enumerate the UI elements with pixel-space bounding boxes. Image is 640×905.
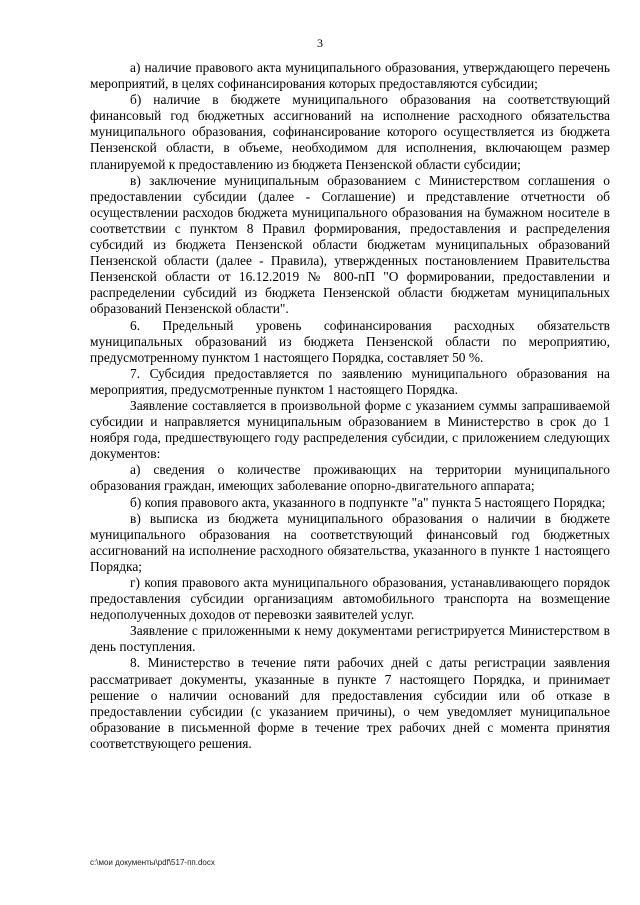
paragraph-5c: в) заключение муниципальным образованием с Министерством соглашения о предоставлении субсидии (далее - Соглашение) и представление отчетности об осуществлении расходов бюджета муниципального образования на бумажном носителе в соответствии с пунктом 8 Правил формирования, предоставления и распределения субсидий из бюджета Пензенской области бюджетам муниципальных образований Пензенской области (далее - Правила), утвержденных постановлением Правительства Пензенской области от 16.12.2019 № 800-пП "О формировании, предоставлении и распределении субсидий из бюджета Пензенской области бюджетам муниципальных образований Пензенской области". — [90, 172, 610, 317]
paragraph-7: 7. Субсидия предоставляется по заявлению муниципального образования на мероприятия, предусмотренные пунктом 1 настоящего Порядка. — [90, 365, 610, 397]
paragraph-5a: а) наличие правового акта муниципального образования, утверждающего перечень мероприятий, в целях софинансирования которых предоставляются субсидии; — [90, 60, 610, 92]
paragraph-6: 6. Предельный уровень софинансирования расходных обязательств муниципальных образований из бюджета Пензенской области по мероприятию, предусмотренному пунктом 1 настоящего Порядка, составляет 50 %. — [90, 317, 610, 365]
paragraph-5b: б) наличие в бюджете муниципального образования на соответствующий финансовый год бюджетных ассигнований на исполнение расходного обязательства муниципального образования, софинансирование которого осуществляется из бюджета Пензенской области, в объеме, необходимом для исполнения, включающем размер планируемой к предоставлению из бюджета Пензенской области субсидии; — [90, 92, 610, 172]
paragraph-7-application: Заявление составляется в произвольной форме с указанием суммы запрашиваемой субсидии и направляется муниципальным образованием в Министерство в срок до 1 ноября года, предшествующего году распределения субсидии, с приложением следующих документов: — [90, 397, 610, 462]
page-number: 3 — [317, 36, 323, 50]
paragraph-7b: б) копия правового акта, указанного в подпункте "а" пункта 5 настоящего Порядка; — [130, 494, 606, 510]
paragraph-7-registration: Заявление с приложенными к нему документами регистрируется Министерством в день поступления. — [90, 623, 610, 655]
paragraph-7d: г) копия правового акта муниципального образования, устанавливающего порядок предоставления субсидии организациям автомобильного транспорта на возмещение недополученных доходов от перевозки заявителей услуг. — [90, 575, 610, 623]
footer-file-path: c:\мои документы\pdf\517-пп.docx — [90, 858, 215, 867]
paragraph-7a: а) сведения о количестве проживающих на территории муниципального образования граждан, имеющих заболевание опорно-двигательного аппарата; — [90, 462, 610, 494]
document-body — [90, 60, 610, 752]
paragraph-8: 8. Министерство в течение пяти рабочих дней с даты регистрации заявления рассматривает документы, указанные в пункте 7 настоящего Порядка, и принимает решение о наличии оснований для предоставления субсидии или об отказе в предоставлении субсидии (с указанием причины), о чем уведомляет муниципальное образование в письменной форме в течение трех рабочих дней с момента принятия соответствующего решения. — [90, 655, 610, 751]
paragraph-7c: в) выписка из бюджета муниципального образования о наличии в бюджете муниципального образования на соответствующий финансовый год бюджетных ассигнований на исполнение расходного обязательства, указанного в пункте 1 настоящего Порядка; — [90, 510, 610, 574]
